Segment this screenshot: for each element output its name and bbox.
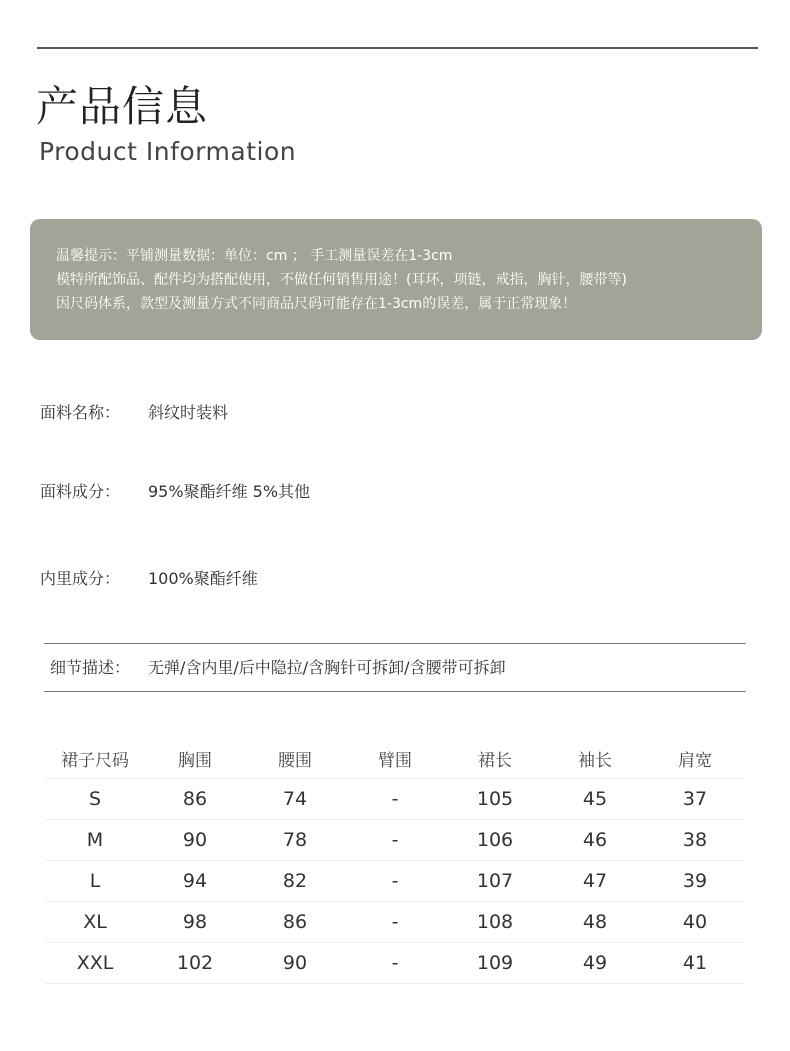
table-row: [45, 820, 745, 861]
header-waist: 腰围: [278, 750, 312, 771]
table-cell: 41: [645, 943, 745, 984]
fabric-composition-row: [40, 479, 310, 502]
table-cell: -: [345, 861, 445, 902]
header-arm: 臂围: [378, 750, 412, 771]
table-cell: 48: [545, 902, 645, 943]
header-sleeve-length: 袖长: [578, 750, 612, 771]
table-cell: 78: [245, 820, 345, 861]
notice-line: 模特所配饰品、配件均为搭配使用，不做任何销售用途！(耳环，项链，戒指，胸针，腰带等): [56, 272, 627, 288]
table-cell: -: [345, 943, 445, 984]
table-cell: 98: [145, 902, 245, 943]
table-cell: 102: [145, 943, 245, 984]
fabric-name-label: 面料名称：: [40, 403, 121, 422]
details-value: 无弹/含内里/后中隐拉/含胸针可拆卸/含腰带可拆卸: [148, 658, 506, 677]
table-cell: M: [45, 820, 145, 861]
table-cell: -: [345, 902, 445, 943]
fabric-composition-label: 面料成分：: [40, 482, 121, 501]
table-cell: S: [45, 779, 145, 820]
size-table: [45, 738, 745, 984]
table-cell: XXL: [45, 943, 145, 984]
table-cell: 86: [245, 902, 345, 943]
table-cell: 106: [445, 820, 545, 861]
header-dress-length: 裙长: [478, 750, 512, 771]
notice-line: 因尺码体系，款型及测量方式不同商品尺码可能存在1-3cm的误差，属于正常现象！: [56, 296, 577, 312]
table-cell: 39: [645, 861, 745, 902]
table-cell: 82: [245, 861, 345, 902]
fabric-name-value: 斜纹时装料: [148, 403, 229, 422]
notice-line: 温馨提示：平铺测量数据：单位：cm ； 手工测量误差在1-3cm: [56, 248, 453, 264]
lining-composition-value: 100%聚酯纤维: [148, 569, 258, 588]
header-bust: 胸围: [178, 750, 212, 771]
table-cell: 90: [145, 820, 245, 861]
page-title: 产品信息: [36, 82, 209, 131]
table-cell: 47: [545, 861, 645, 902]
table-row: [45, 779, 745, 820]
table-cell: 107: [445, 861, 545, 902]
table-cell: -: [345, 820, 445, 861]
table-cell: 108: [445, 902, 545, 943]
lining-composition-label: 内里成分：: [40, 569, 121, 588]
table-cell: 49: [545, 943, 645, 984]
table-row: [45, 943, 745, 984]
notice-box: [30, 219, 762, 340]
details-label: 细节描述：: [50, 658, 131, 677]
header-size: 裙子尺码: [61, 750, 129, 771]
table-cell: 109: [445, 943, 545, 984]
table-cell: 94: [145, 861, 245, 902]
table-row: [45, 861, 745, 902]
table-cell: 90: [245, 943, 345, 984]
header-shoulder: 肩宽: [678, 750, 712, 771]
table-cell: 46: [545, 820, 645, 861]
details-top-divider: [44, 643, 746, 644]
fabric-composition-value: 95%聚酯纤维 5%其他: [148, 482, 311, 501]
details-bottom-divider: [44, 691, 746, 692]
table-cell: XL: [45, 902, 145, 943]
table-cell: 45: [545, 779, 645, 820]
table-cell: -: [345, 779, 445, 820]
table-cell: 105: [445, 779, 545, 820]
top-divider: [37, 47, 758, 49]
table-cell: 40: [645, 902, 745, 943]
page-subtitle: Product Information: [39, 137, 297, 166]
table-cell: 86: [145, 779, 245, 820]
table-cell: L: [45, 861, 145, 902]
fabric-name-row: [40, 400, 228, 423]
table-row: [45, 902, 745, 943]
table-header-row: [45, 738, 745, 779]
table-cell: 37: [645, 779, 745, 820]
details-row: [50, 655, 506, 678]
table-cell: 74: [245, 779, 345, 820]
table-cell: 38: [645, 820, 745, 861]
lining-composition-row: [40, 566, 258, 589]
